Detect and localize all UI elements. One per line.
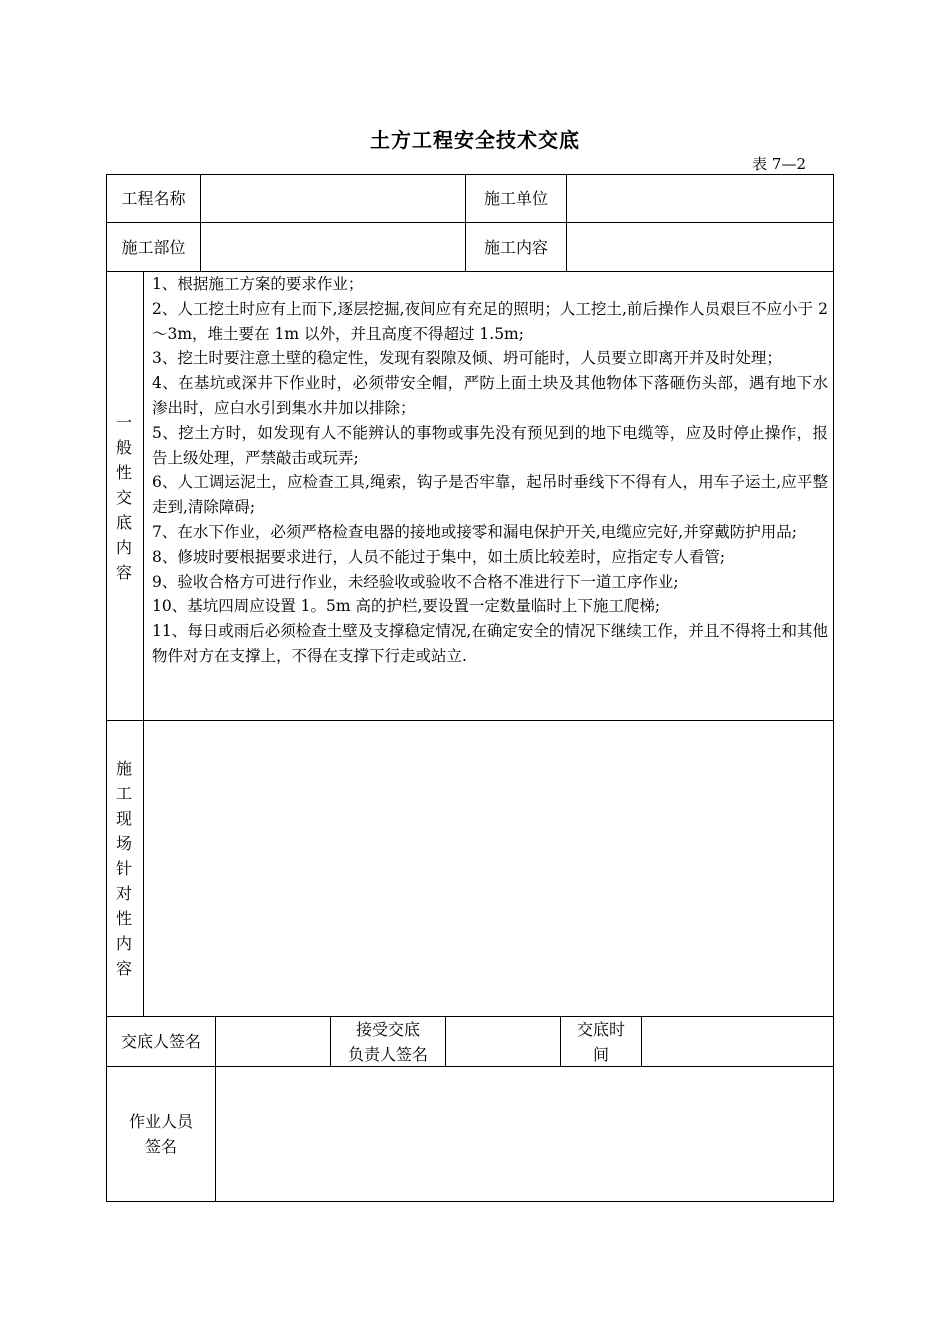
label-char: 现 bbox=[115, 809, 132, 828]
label-char: 内 bbox=[115, 934, 132, 953]
construction-content-field[interactable] bbox=[567, 223, 833, 271]
briefing-item: 6、人工调运泥土，应检查工具,绳索，钩子是否牢靠，起吊时垂线下不得有人，用车子运土,应平整走到,清除障碍; bbox=[152, 473, 828, 517]
site-specific-content-field[interactable] bbox=[144, 721, 833, 1016]
briefing-item: 11、每日或雨后必须检查土壁及支撑稳定情况,在确定安全的情况下继续工作，并且不得将土和其他物件对方在支撑上，不得在支撑下行走或站立. bbox=[152, 622, 828, 665]
project-name-label: 工程名称 bbox=[121, 189, 186, 208]
label-char: 场 bbox=[115, 834, 132, 853]
briefing-item: 7、在水下作业，必须严格检查电器的接地或接零和漏电保护开关,电缆应完好,并穿戴防护用品; bbox=[152, 522, 797, 541]
label-char: 性 bbox=[115, 463, 132, 482]
time-label-line: 交底时 bbox=[576, 1019, 625, 1039]
worker-label-line: 作业人员 bbox=[128, 1112, 193, 1131]
briefer-signature-label: 交底人签名 bbox=[120, 1032, 201, 1051]
receiver-label-line: 接受交底 bbox=[355, 1019, 420, 1039]
briefer-signature-field[interactable] bbox=[216, 1017, 330, 1066]
label-char: 对 bbox=[115, 884, 132, 903]
construction-location-label: 施工部位 bbox=[121, 237, 186, 257]
briefing-item: 9、验收合格方可进行作业，未经验收或验收不合格不准进行下一道工序作业; bbox=[152, 572, 679, 591]
receiver-signature-field[interactable] bbox=[446, 1017, 560, 1066]
label-char: 交 bbox=[115, 488, 132, 507]
label-char: 性 bbox=[115, 909, 132, 928]
label-char: 般 bbox=[115, 438, 132, 457]
label-char: 容 bbox=[115, 959, 132, 978]
briefing-item: 1、根据施工方案的要求作业； bbox=[152, 275, 364, 293]
construction-location-field[interactable] bbox=[201, 223, 465, 271]
construction-unit-field[interactable] bbox=[567, 175, 833, 222]
label-char: 施 bbox=[115, 759, 132, 778]
receiver-label-line: 负责人签名 bbox=[347, 1044, 428, 1064]
site-specific-label bbox=[114, 756, 134, 981]
label-char: 针 bbox=[115, 859, 132, 878]
table-number: 表 7—2 bbox=[752, 155, 806, 173]
worker-signature-field[interactable] bbox=[216, 1067, 833, 1201]
general-briefing-content bbox=[152, 272, 828, 669]
receiver-signature-label bbox=[331, 1017, 445, 1066]
worker-label-line: 签名 bbox=[144, 1137, 177, 1156]
briefing-time-field[interactable] bbox=[642, 1017, 833, 1066]
briefing-item: 5、挖土方时，如发现有人不能辨认的事物或事先没有预见到的地下电缆等，应及时停止操作，报告上级处理，严禁敲击或玩弄; bbox=[152, 423, 828, 467]
label-char: 底 bbox=[115, 513, 132, 532]
label-char: 一 bbox=[115, 413, 132, 432]
time-label-line: 间 bbox=[592, 1044, 609, 1064]
label-char: 内 bbox=[115, 538, 132, 557]
construction-unit-label: 施工单位 bbox=[483, 189, 548, 208]
briefing-item: 3、挖土时要注意土壁的稳定性，发现有裂隙及倾、坍可能时，人员要立即离开并及时处理； bbox=[152, 349, 782, 368]
worker-signature-label bbox=[107, 1067, 215, 1201]
table-border-right bbox=[833, 174, 834, 1202]
briefing-item: 2、人工挖土时应有上而下,逐层挖掘,夜间应有充足的照明；人工挖土,前后操作人员艰巨不应小于 2～3m，堆土要在 1m 以外，并且高度不得超过 1.5m; bbox=[152, 299, 828, 343]
briefing-time-label bbox=[561, 1017, 641, 1066]
page-title: 土方工程安全技术交底 bbox=[370, 128, 580, 152]
label-char: 工 bbox=[115, 784, 132, 803]
project-name-field[interactable] bbox=[201, 175, 465, 222]
label-char: 容 bbox=[115, 563, 132, 582]
briefing-item: 4、在基坑或深井下作业时，必须带安全帽，严防上面土块及其他物体下落砸伤头部，遇有地下水渗出时，应白水引到集水井加以排除； bbox=[152, 374, 828, 417]
general-briefing-label bbox=[114, 410, 134, 585]
briefing-item: 10、基坑四周应设置 1。5m 高的护栏,要设置一定数量临时上下施工爬梯; bbox=[152, 597, 661, 616]
briefing-item: 8、修坡时要根据要求进行，人员不能过于集中，如土质比较差时，应指定专人看管; bbox=[152, 547, 726, 566]
construction-content-label: 施工内容 bbox=[483, 237, 548, 257]
